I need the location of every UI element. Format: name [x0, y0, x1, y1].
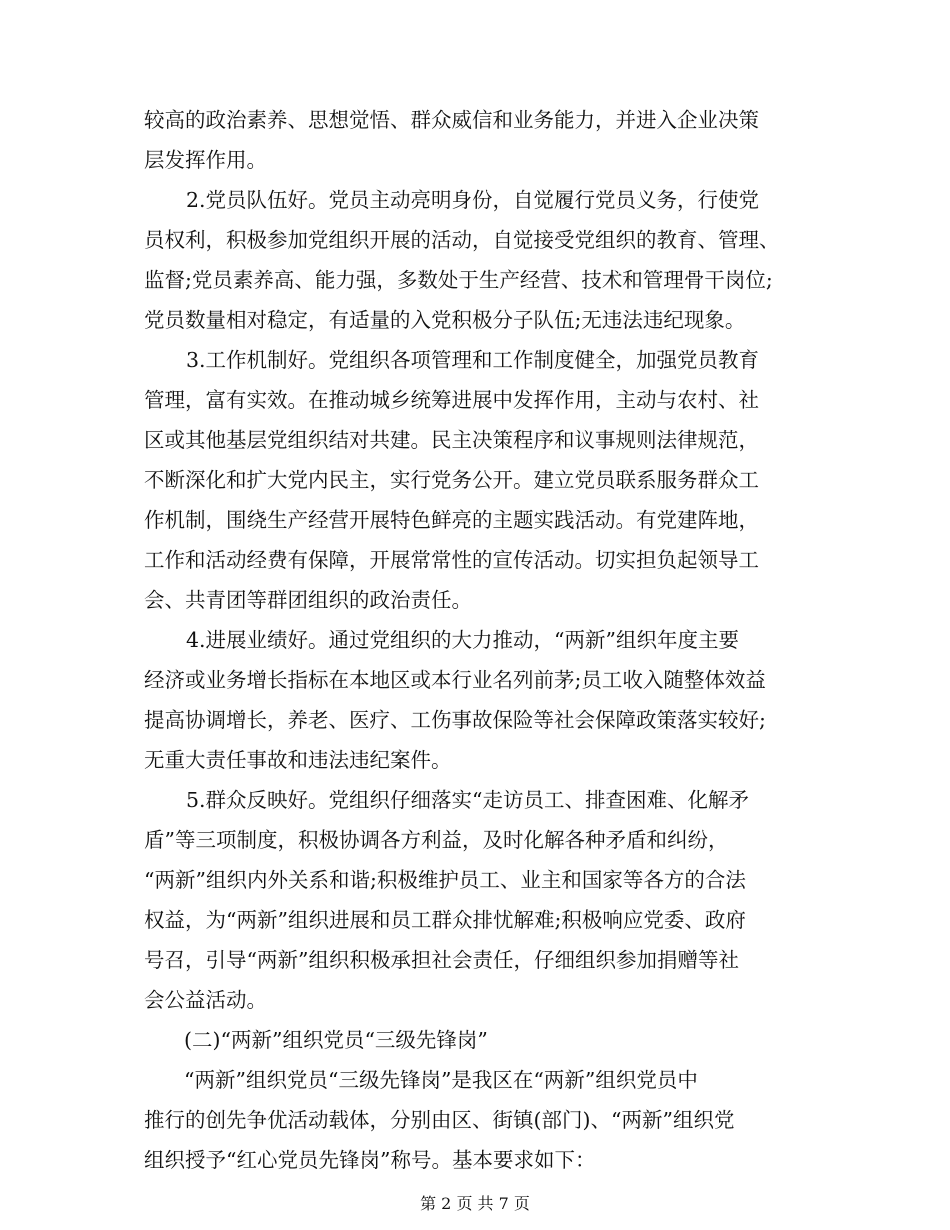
text-line: “两新”组织内外关系和谐;积极维护员工、业主和国家等各方的合法 [144, 868, 746, 892]
text-line: 号召，引导“两新”组织积极承担社会责任，仔细组织参加捐赠等社 [144, 948, 739, 972]
text-line: “两新”组织党员“三级先锋岗”是我区在“两新”组织党员中 [184, 1068, 698, 1092]
text-line: 推行的创先争优活动载体，分别由区、街镇(部门)、“两新”组织党 [144, 1108, 735, 1132]
text-line: 无重大责任事故和违法违纪案件。 [144, 748, 452, 772]
paragraph-heading-line: 4.进展业绩好。通过党组织的大力推动，“两新”组织年度主要 [186, 628, 740, 652]
text-line: 会、共青团等群团组织的政治责任。 [144, 588, 472, 612]
paragraph-heading-line: 2.党员队伍好。党员主动亮明身份，自觉履行党员义务，行使党 [186, 188, 760, 212]
text-line: 层发挥作用。 [144, 148, 267, 172]
text-line: 管理，富有实效。在推动城乡统筹进展中发挥作用，主动与农村、社 [144, 388, 759, 412]
page-number-footer: 第 2 页 共 7 页 [420, 1194, 530, 1213]
text-line: 员权利，积极参加党组织开展的活动，自觉接受党组织的教育、管理、 [144, 228, 780, 252]
text-line: 党员数量相对稳定，有适量的入党积极分子队伍;无违法违纪现象。 [144, 308, 746, 332]
text-line: 不断深化和扩大党内民主，实行党务公开。建立党员联系服务群众工 [144, 468, 759, 492]
text-line: 区或其他基层党组织结对共建。民主决策程序和议事规则法律规范， [144, 428, 759, 452]
text-line: 经济或业务增长指标在本地区或本行业名列前茅;员工收入随整体效益 [144, 668, 766, 692]
text-line: 盾”等三项制度，积极协调各方利益，及时化解各种矛盾和纠纷， [144, 828, 729, 852]
text-line: 工作和活动经费有保障，开展常常性的宣传活动。切实担负起领导工 [144, 548, 759, 572]
paragraph-heading-line: 5.群众反映好。党组织仔细落实“走访员工、排查困难、化解矛 [186, 788, 750, 812]
text-line: 会公益活动。 [144, 988, 267, 1012]
text-line: 组织授予“红心党员先锋岗”称号。基本要求如下： [144, 1148, 596, 1172]
text-line: 作机制，围绕生产经营开展特色鲜亮的主题实践活动。有党建阵地， [144, 508, 759, 532]
text-line: 提高协调增长，养老、医疗、工伤事故保险等社会保障政策落实较好; [144, 708, 766, 732]
paragraph-heading-line: 3.工作机制好。党组织各项管理和工作制度健全，加强党员教育 [186, 348, 760, 372]
text-line: 较高的政治素养、思想觉悟、群众威信和业务能力，并进入企业决策 [144, 108, 759, 132]
text-line: 监督;党员素养高、能力强，多数处于生产经营、技术和管理骨干岗位; [144, 268, 773, 292]
text-line: 权益，为“两新”组织进展和员工群众排忧解难;积极响应党委、政府 [144, 908, 746, 932]
section-heading: (二)“两新”组织党员“三级先锋岗” [184, 1028, 488, 1052]
